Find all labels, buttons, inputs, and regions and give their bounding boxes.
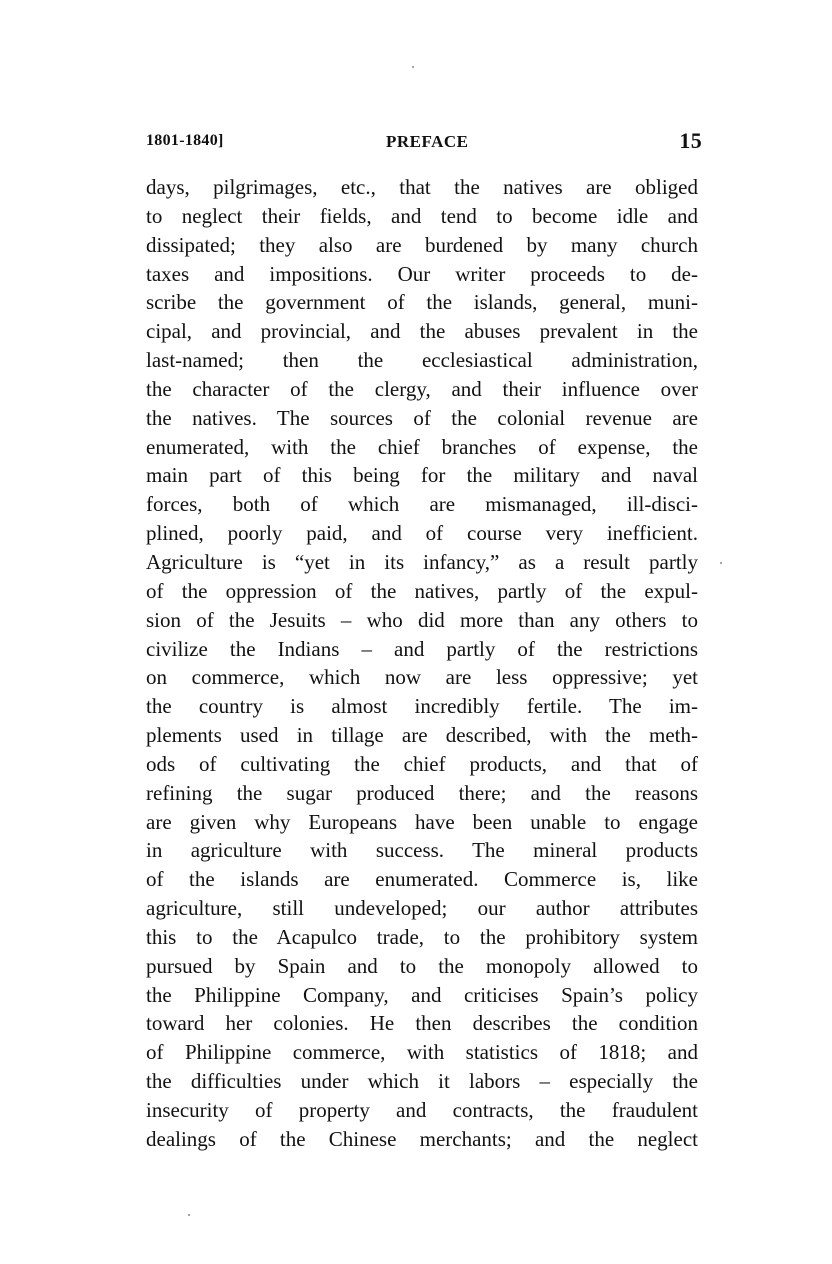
text-line: enumerated, with the chief branches of expense, the bbox=[146, 434, 698, 459]
text-line: civilize the Indians – and partly of the restrictions bbox=[146, 636, 698, 661]
text-line: of Philippine commerce, with statistics of 1818; and bbox=[146, 1040, 698, 1065]
speck-mark bbox=[412, 66, 414, 68]
text-line: plined, poorly paid, and of course very inefficient. bbox=[146, 521, 698, 546]
header-date-range: 1801-1840] bbox=[146, 132, 224, 149]
text-line: this to the Acapulco trade, to the prohibitory system bbox=[146, 924, 698, 949]
text-line: Agriculture is “yet in its infancy,” as a result partly bbox=[146, 549, 698, 574]
text-line: dissipated; they also are burdened by many church bbox=[146, 232, 698, 257]
text-line: agriculture, still undeveloped; our author attributes bbox=[146, 896, 698, 921]
text-line: in agriculture with success. The mineral products bbox=[146, 838, 698, 863]
text-line: insecurity of property and contracts, the fraudulent bbox=[146, 1098, 698, 1122]
text-line: of the oppression of the natives, partly of the expul- bbox=[146, 578, 698, 603]
text-line: on commerce, which now are less oppressive; yet bbox=[146, 665, 698, 690]
text-line: the character of the clergy, and their influence over bbox=[146, 376, 698, 401]
text-line: scribe the government of the islands, general, muni- bbox=[146, 290, 698, 315]
speck-mark bbox=[720, 562, 722, 564]
text-line: the difficulties under which it labors – especially the bbox=[146, 1069, 698, 1094]
text-line: cipal, and provincial, and the abuses prevalent in the bbox=[146, 319, 698, 344]
text-line: pursued by Spain and to the monopoly allowed to bbox=[146, 953, 698, 978]
text-line: toward her colonies. He then describes the condition bbox=[146, 1011, 698, 1036]
text-line: the Philippine Company, and criticises Spain’s policy bbox=[146, 982, 698, 1007]
text-line: days, pilgrimages, etc., that the natives are obliged bbox=[146, 175, 698, 199]
text-line: the natives. The sources of the colonial revenue are bbox=[146, 405, 698, 430]
text-line: the country is almost incredibly fertile. The im- bbox=[146, 694, 698, 719]
text-line: sion of the Jesuits – who did more than any others to bbox=[146, 607, 698, 632]
text-line: to neglect their fields, and tend to become idle and bbox=[146, 203, 698, 228]
text-line: main part of this being for the military and naval bbox=[146, 463, 698, 488]
body-paragraph bbox=[146, 173, 698, 1154]
text-line: dealings of the Chinese merchants; and the neglect bbox=[146, 1126, 698, 1151]
text-line: are given why Europeans have been unable to engage bbox=[146, 809, 698, 834]
text-line: forces, both of which are mismanaged, ill-disci- bbox=[146, 492, 698, 517]
running-header bbox=[146, 128, 702, 156]
text-line: taxes and impositions. Our writer proceeds to de- bbox=[146, 261, 698, 286]
page-number: 15 bbox=[679, 128, 702, 153]
text-line: plements used in tillage are described, with the meth- bbox=[146, 723, 698, 748]
speck-mark bbox=[188, 1214, 190, 1216]
text-line: ods of cultivating the chief products, and that of bbox=[146, 751, 698, 776]
header-title: PREFACE bbox=[386, 132, 469, 151]
text-line: refining the sugar produced there; and the reasons bbox=[146, 780, 698, 805]
text-line: last-named; then the ecclesiastical administration, bbox=[146, 348, 698, 373]
text-line: of the islands are enumerated. Commerce is, like bbox=[146, 867, 698, 892]
